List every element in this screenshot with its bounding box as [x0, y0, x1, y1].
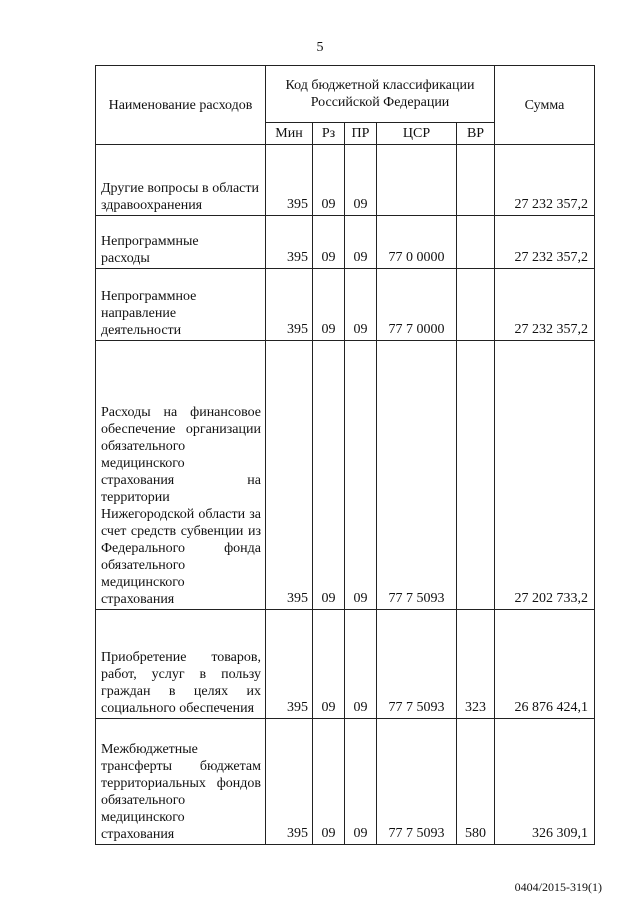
- row-name: Другие вопросы в области здравоохранения: [96, 145, 266, 216]
- row-sum: 27 232 357,2: [495, 145, 595, 216]
- header-name-column: Наименование расходов: [96, 66, 266, 145]
- row-min: 395: [266, 216, 313, 269]
- row-csr: 77 7 5093: [377, 719, 457, 845]
- row-vr: 580: [457, 719, 495, 845]
- header-vr: ВР: [457, 123, 495, 145]
- row-min: 395: [266, 341, 313, 610]
- row-pr: 09: [345, 610, 377, 719]
- row-vr: [457, 145, 495, 216]
- header-pr: ПР: [345, 123, 377, 145]
- row-rz: 09: [313, 145, 345, 216]
- row-csr: 77 0 0000: [377, 216, 457, 269]
- row-csr: 77 7 5093: [377, 610, 457, 719]
- row-pr: 09: [345, 269, 377, 341]
- row-sum: 27 232 357,2: [495, 216, 595, 269]
- row-vr: [457, 269, 495, 341]
- row-csr: 77 7 0000: [377, 269, 457, 341]
- header-min: Мин: [266, 123, 313, 145]
- row-min: 395: [266, 719, 313, 845]
- header-rz: Рз: [313, 123, 345, 145]
- row-name: Приобретение товаров, работ, услуг в пользу граждан в целях их социального обеспечения: [96, 610, 266, 719]
- row-rz: 09: [313, 216, 345, 269]
- row-pr: 09: [345, 145, 377, 216]
- row-sum: 27 202 733,2: [495, 341, 595, 610]
- row-rz: 09: [313, 269, 345, 341]
- table-row: [96, 145, 595, 216]
- row-min: 395: [266, 145, 313, 216]
- row-min: 395: [266, 610, 313, 719]
- row-pr: 09: [345, 719, 377, 845]
- row-pr: 09: [345, 341, 377, 610]
- table-row: [96, 269, 595, 341]
- row-csr: [377, 145, 457, 216]
- table-row: [96, 341, 595, 610]
- row-rz: 09: [313, 719, 345, 845]
- table-row: [96, 719, 595, 845]
- row-name: Расходы на финансовое обеспечение организации обязательного медицинского страхования на территории Нижегородской области за счет средств субвенции из Федерального фонда обязательного медицинского страхования: [96, 341, 266, 610]
- header-sum-column: Сумма: [495, 66, 595, 145]
- table-row: [96, 610, 595, 719]
- row-vr: [457, 216, 495, 269]
- row-sum: 26 876 424,1: [495, 610, 595, 719]
- row-vr: 323: [457, 610, 495, 719]
- row-name: Непрограммное направление деятельности: [96, 269, 266, 341]
- row-csr: 77 7 5093: [377, 341, 457, 610]
- table-row: [96, 216, 595, 269]
- budget-table: [95, 65, 595, 845]
- row-min: 395: [266, 269, 313, 341]
- document-code: 0404/2015-319(1): [514, 880, 602, 894]
- row-pr: 09: [345, 216, 377, 269]
- header-code-group: Код бюджетной классификации Российской Федерации: [266, 66, 495, 123]
- header-csr: ЦСР: [377, 123, 457, 145]
- row-name: Непрограммные расходы: [96, 216, 266, 269]
- row-rz: 09: [313, 341, 345, 610]
- row-rz: 09: [313, 610, 345, 719]
- page-number: 5: [316, 40, 324, 55]
- row-name: Межбюджетные трансферты бюджетам территориальных фондов обязательного медицинского страхования: [96, 719, 266, 845]
- row-vr: [457, 341, 495, 610]
- row-sum: 326 309,1: [495, 719, 595, 845]
- row-sum: 27 232 357,2: [495, 269, 595, 341]
